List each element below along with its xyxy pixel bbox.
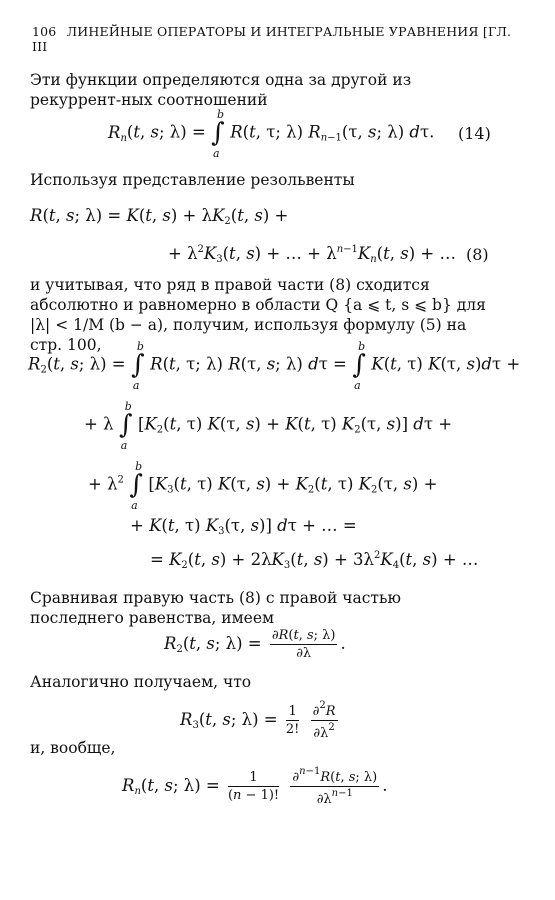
paragraph-5: Аналогично получаем, что bbox=[30, 673, 252, 691]
page-number: 106 bbox=[32, 24, 57, 39]
equation-r2-line-2: + λ b ∫ a [$K_2(t$, τ) K(τ, s) + K(t, τ) $K_2(\tau$, s)] dτ + bbox=[84, 400, 453, 452]
equation-r3: $R_3(t$, s; λ) = $\frac{1}{2!}$ $\frac{\partial^2R}{\partial\lambda^2}$ bbox=[180, 700, 336, 741]
equation-rn: $R_n(t$, s; λ) = $\frac{1}{(n - 1)!}$ $\frac{\partial^{n-1}R(t, s; \lambda)}{\partial\lambda^{n-1}}$ . bbox=[122, 766, 388, 807]
running-header bbox=[32, 24, 522, 54]
paragraph-3: и учитывая, что ряд в правой части (8) сходится абсолютно и равномерно в области Q {a ⩽ t, s ⩽ b} для |λ| < 1/M (b − a), получим, используя формулу (5) на стр. 100, bbox=[30, 276, 486, 354]
equation-number-8: (8) bbox=[466, 245, 489, 264]
running-title: ЛИНЕЙНЫЕ ОПЕРАТОРЫ И ИНТЕГРАЛЬНЫЕ УРАВНЕНИЯ [ГЛ. III bbox=[32, 24, 512, 54]
paragraph-1: Эти функции определяются одна за другой из рекуррент-ных соотношений bbox=[30, 71, 412, 109]
paragraph-6: и, вообще, bbox=[30, 739, 116, 757]
equation-8-line-1: R(t, s; λ) = K(t, $s) + \lambda K_2(t$, s) + bbox=[30, 206, 289, 227]
equation-r2-line-4: + K(t, τ) $K_3(\tau$, s)] dτ + … = bbox=[130, 516, 357, 537]
paragraph-2: Используя представление резольвенты bbox=[30, 171, 355, 189]
equation-number-14: (14) bbox=[458, 124, 491, 143]
equation-14: $R_n(t$, s; λ) = b ∫ a R(t, τ; λ) $R_{n-1}(\tau$, s; λ) dτ. bbox=[108, 108, 435, 160]
equation-r2-line-1: $R_2(t$, s; λ) = b ∫ a R(t, τ; λ) R(τ, s; λ) dτ = b ∫ a K(t, τ) K(τ, s)dτ + bbox=[28, 340, 521, 392]
paragraph-4: Сравнивая правую часть (8) с правой частью последнего равенства, имеем bbox=[30, 589, 401, 627]
equation-8-line-2: + $\lambda^2K_3(t$, s) + … + $\lambda^{n-1}K_n(t$, s) + … bbox=[168, 244, 456, 265]
equation-r2-derivative: $R_2(t$, s; λ) = $\frac{\partial R(t, s; \lambda)}{\partial\lambda}$ . bbox=[164, 628, 346, 661]
equation-r2-line-5: = $K_2(t$, $s) + 2\lambda K_3(t$, $s) + 3\lambda^2K_4(t$, s) + … bbox=[150, 550, 479, 571]
equation-r2-line-3: + $\lambda^2$ b ∫ a [$K_3(t$, τ) K(τ, $s) + K_2(t$, τ) $K_2(\tau$, s) + bbox=[88, 460, 438, 512]
